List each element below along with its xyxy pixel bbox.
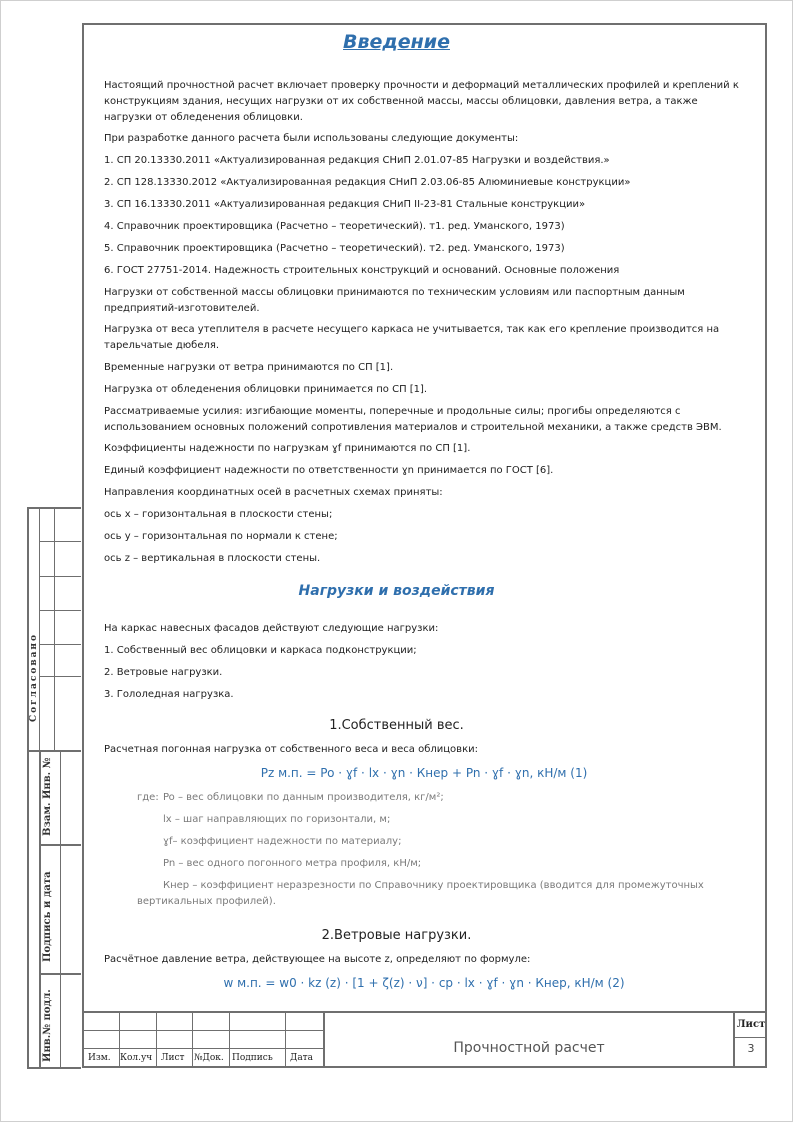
loads-paragraph: 1. Собственный вес облицовки и каркаса подконструкции;	[104, 645, 417, 656]
heading-loads: Нагрузки и воздействия	[298, 583, 495, 599]
stamp-header-sheet: Лист	[161, 1053, 185, 1063]
where-item: Po – вес облицовки по данным производителя, кг/м²;	[163, 792, 444, 803]
intro-paragraph: ось z – вертикальная в плоскости стены.	[104, 553, 321, 564]
sheet-label: Лист	[736, 1019, 766, 1030]
intro-paragraph: 1. СП 20.13330.2011 «Актуализированная редакция СНиП 2.01.07-85 Нагрузки и воздействия.»	[104, 155, 610, 166]
loads-paragraph: 3. Гололедная нагрузка.	[104, 689, 234, 700]
document-title: Прочностной расчет	[453, 1040, 605, 1056]
side-divider	[39, 507, 40, 751]
where-item: Pn – вес одного погонного метра профиля, кН/м;	[163, 858, 422, 869]
side-label-replace-inv: Взам. Инв. №	[42, 757, 53, 836]
where-item: lx – шаг направляющих по горизонтали, м;	[163, 814, 391, 825]
side-divider	[27, 750, 81, 752]
loads-paragraph: 2. Ветровые нагрузки.	[104, 667, 223, 678]
intro-paragraph: 2. СП 128.13330.2012 «Актуализированная редакция СНиП 2.03.06-85 Алюминиевые конструкции»	[104, 177, 631, 188]
intro-paragraph: Коэффициенты надежности по нагрузкам ɣf принимаются по СП [1].	[104, 443, 471, 454]
intro-paragraph: Рассматриваемые усилия: изгибающие моменты, поперечные и продольные силы; прогибы определяются с использованием основных положений сопротивления материалов и строительной механики, а также средств ЭВМ.	[104, 406, 722, 433]
own-weight-intro: Расчетная погонная нагрузка от собственного веса и веса облицовки:	[104, 744, 478, 755]
formula-2: w м.п. = w0 · kz (z) · [1 + ζ(z) · ν] · cp · lx · ɣf · ɣn · Кнер, кН/м (2)	[223, 976, 625, 990]
sheet-number: 3	[747, 1042, 755, 1055]
heading-intro: Введение	[343, 31, 450, 53]
side-divider	[39, 676, 81, 677]
intro-paragraph: При разработке данного расчета были использованы следующие документы:	[104, 133, 519, 144]
where-prefix: где:	[137, 792, 159, 803]
intro-paragraph: Нагрузки от собственной массы облицовки принимаются по техническим условиям или паспортным данным предприятий-изготовителей.	[104, 287, 685, 314]
loads-paragraph: На каркас навесных фасадов действуют следующие нагрузки:	[104, 623, 439, 634]
stamp-divider	[285, 1011, 286, 1068]
side-divider	[39, 750, 41, 1068]
intro-paragraph: Направления координатных осей в расчетных схемах приняты:	[104, 487, 443, 498]
stamp-header-count: Кол.уч	[120, 1053, 153, 1063]
side-label-agreed: Согласовано	[29, 632, 39, 722]
wind-intro: Расчётное давление ветра, действующее на высоте z, определяют по формуле:	[104, 954, 531, 965]
intro-paragraph: 5. Справочник проектировщика (Расчетно – теоретический). т2. ред. Уманского, 1973)	[104, 243, 565, 254]
side-label-signature-date: Подпись и дата	[42, 871, 53, 962]
heading-own-weight: 1.Собственный вес.	[329, 718, 464, 733]
stamp-header-date: Дата	[290, 1053, 314, 1063]
stamp-divider	[192, 1011, 193, 1068]
intro-paragraph: Нагрузка от веса утеплителя в расчете несущего каркаса не учитывается, так как его крепление производится на тарельчатые дюбеля.	[104, 324, 720, 351]
intro-paragraph: 3. СП 16.13330.2011 «Актуализированная редакция СНиП II-23-81 Стальные конструкции»	[104, 199, 586, 210]
intro-paragraph: 6. ГОСТ 27751-2014. Надежность строительных конструкций и оснований. Основные положения	[104, 265, 620, 276]
stamp-divider	[733, 1037, 767, 1038]
side-label-inv-original: Инв.№ подл.	[42, 989, 53, 1062]
side-divider	[54, 507, 55, 751]
stamp-header-docnum: №Док.	[194, 1053, 224, 1063]
intro-paragraph: 4. Справочник проектировщика (Расчетно – теоретический). т1. ред. Уманского, 1973)	[104, 221, 565, 232]
intro-paragraph: ось y – горизонтальная по нормали к стене;	[104, 531, 338, 542]
side-divider	[60, 750, 61, 1068]
intro-paragraph: Временные нагрузки от ветра принимаются по СП [1].	[104, 362, 394, 373]
where-item: Кнер – коэффициент неразрезности по Справочнику проектировщика (вводится для промежуточных вертикальных профилей).	[137, 880, 704, 907]
stamp-divider	[156, 1011, 157, 1068]
stamp-divider	[733, 1011, 735, 1068]
stamp-divider	[229, 1011, 230, 1068]
side-divider	[39, 610, 81, 611]
stamp-header-change: Изм.	[88, 1053, 111, 1063]
intro-paragraph: ось x – горизонтальная в плоскости стены;	[104, 509, 333, 520]
side-divider	[39, 576, 81, 577]
formula-1: Pz м.п. = Po · ɣf · lx · ɣn · Кнер + Pn · ɣf · ɣn, кН/м (1)	[260, 766, 588, 780]
intro-paragraph: Настоящий прочностной расчет включает проверку прочности и деформаций металлических профилей и креплений к конструкциям здания, несущих нагрузки от их собственной массы, массы облицовки, давления ветра, а также нагрузки от обледенения облицовки.	[104, 80, 739, 123]
intro-paragraph: Нагрузка от обледенения облицовки принимается по СП [1].	[104, 384, 428, 395]
side-divider	[39, 541, 81, 542]
intro-paragraph: Единый коэффициент надежности по ответственности ɣn принимается по ГОСТ [6].	[104, 465, 554, 476]
heading-wind: 2.Ветровые нагрузки.	[321, 928, 472, 943]
stamp-border	[82, 1011, 767, 1013]
side-divider	[39, 644, 81, 645]
where-item: ɣf– коэффициент надежности по материалу;	[163, 836, 402, 847]
stamp-header-signature: Подпись	[232, 1053, 273, 1063]
